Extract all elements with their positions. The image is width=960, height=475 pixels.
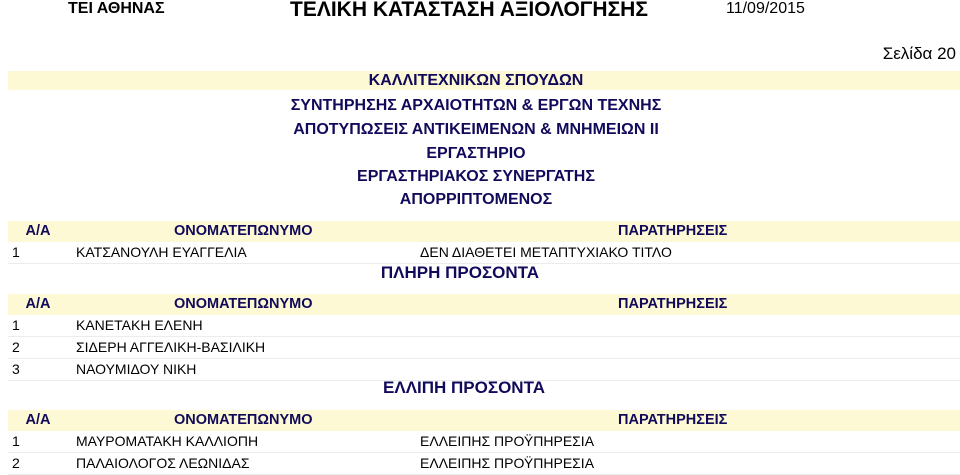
row-name: ΠΑΛΑΙΟΛΟΓΟΣ ΛΕΩΝΙΔΑΣ (76, 455, 250, 471)
table-row (8, 242, 960, 264)
position-title: ΕΡΓΑΣΤΗΡΙΑΚΟΣ ΣΥΝΕΡΓΑΤΗΣ (357, 168, 595, 185)
row-aa: 2 (12, 455, 20, 471)
partial-table (8, 410, 960, 475)
row-name: ΝΑΟΥΜΙΔΟΥ ΝΙΚΗ (76, 361, 197, 377)
table-row (8, 337, 960, 359)
report-date: 11/09/2015 (726, 0, 805, 17)
row-aa: 1 (12, 244, 20, 260)
col-name: ΟΝΟΜΑΤΕΠΩΝΥΜΟ (174, 412, 313, 428)
partial-qualifications-heading: ΕΛΛΙΠΗ ΠΡΟΣΟΝΤΑ (383, 378, 545, 397)
col-notes: ΠΑΡΑΤΗΡΗΣΕΙΣ (618, 412, 728, 428)
course-title: ΑΠΟΤΥΠΩΣΕΙΣ ΑΝΤΙΚΕΙΜΕΝΩΝ & ΜΝΗΜΕΙΩΝ ΙΙ (293, 121, 659, 138)
col-notes: ΠΑΡΑΤΗΡΗΣΕΙΣ (618, 296, 728, 312)
row-aa: 3 (12, 361, 20, 377)
col-name: ΟΝΟΜΑΤΕΠΩΝΥΜΟ (174, 296, 313, 312)
row-name: ΚΑΤΣΑΝΟΥΛΗ ΕΥΑΓΓΕΛΙΑ (76, 244, 247, 260)
row-name: ΜΑΥΡΟΜΑΤΑΚΗ ΚΑΛΛΙΟΠΗ (76, 433, 259, 449)
col-aa: Α/Α (25, 412, 51, 428)
row-name: ΚΑΝΕΤΑΚΗ ΕΛΕΝΗ (76, 317, 203, 333)
table-header (8, 221, 960, 242)
specialty-title: ΣΥΝΤΗΡΗΣΗΣ ΑΡΧΑΙΟΤΗΤΩΝ & ΕΡΓΩΝ ΤΕΧΝΗΣ (290, 97, 662, 114)
col-aa: Α/Α (25, 296, 51, 312)
col-aa: Α/Α (25, 223, 51, 239)
table-header (8, 294, 960, 315)
row-name: ΣΙΔΕΡΗ ΑΓΓΕΛΙΚΗ-ΒΑΣΙΛΙΚΗ (76, 339, 266, 355)
full-table (8, 294, 960, 381)
col-name: ΟΝΟΜΑΤΕΠΩΝΥΜΟ (174, 223, 313, 239)
row-notes: ΕΛΛΕΙΠΗΣ ΠΡΟΫΠΗΡΕΣΙΑ (420, 433, 595, 449)
department-title: ΚΑΛΛΙΤΕΧΝΙΚΩΝ ΣΠΟΥΔΩΝ (368, 72, 584, 89)
row-notes: ΕΛΛΕΙΠΗΣ ΠΡΟΫΠΗΡΕΣΙΑ (420, 455, 595, 471)
course-type: ΕΡΓΑΣΤΗΡΙΟ (426, 145, 526, 162)
report-title: ΤΕΛΙΚΗ ΚΑΤΑΣΤΑΣΗ ΑΞΙΟΛΟΓΗΣΗΣ (290, 0, 648, 21)
table-row (8, 315, 960, 337)
rejected-table (8, 221, 960, 264)
row-notes: ΔΕΝ ΔΙΑΘΕΤΕΙ ΜΕΤΑΠΤΥΧΙΑΚΟ ΤΙΤΛΟ (420, 244, 672, 260)
row-aa: 1 (12, 433, 20, 449)
institution-name: ΤΕΙ ΑΘΗΝΑΣ (68, 0, 165, 17)
table-row (8, 431, 960, 453)
table-header (8, 410, 960, 431)
full-qualifications-heading: ΠΛΗΡΗ ΠΡΟΣΟΝΤΑ (380, 263, 540, 282)
table-row (8, 453, 960, 475)
col-notes: ΠΑΡΑΤΗΡΗΣΕΙΣ (618, 223, 728, 239)
status-title: ΑΠΟΡΡΙΠΤΟΜΕΝΟΣ (399, 191, 553, 208)
page-number: Σελίδα 20 (882, 44, 956, 63)
row-aa: 1 (12, 317, 20, 333)
row-aa: 2 (12, 339, 20, 355)
